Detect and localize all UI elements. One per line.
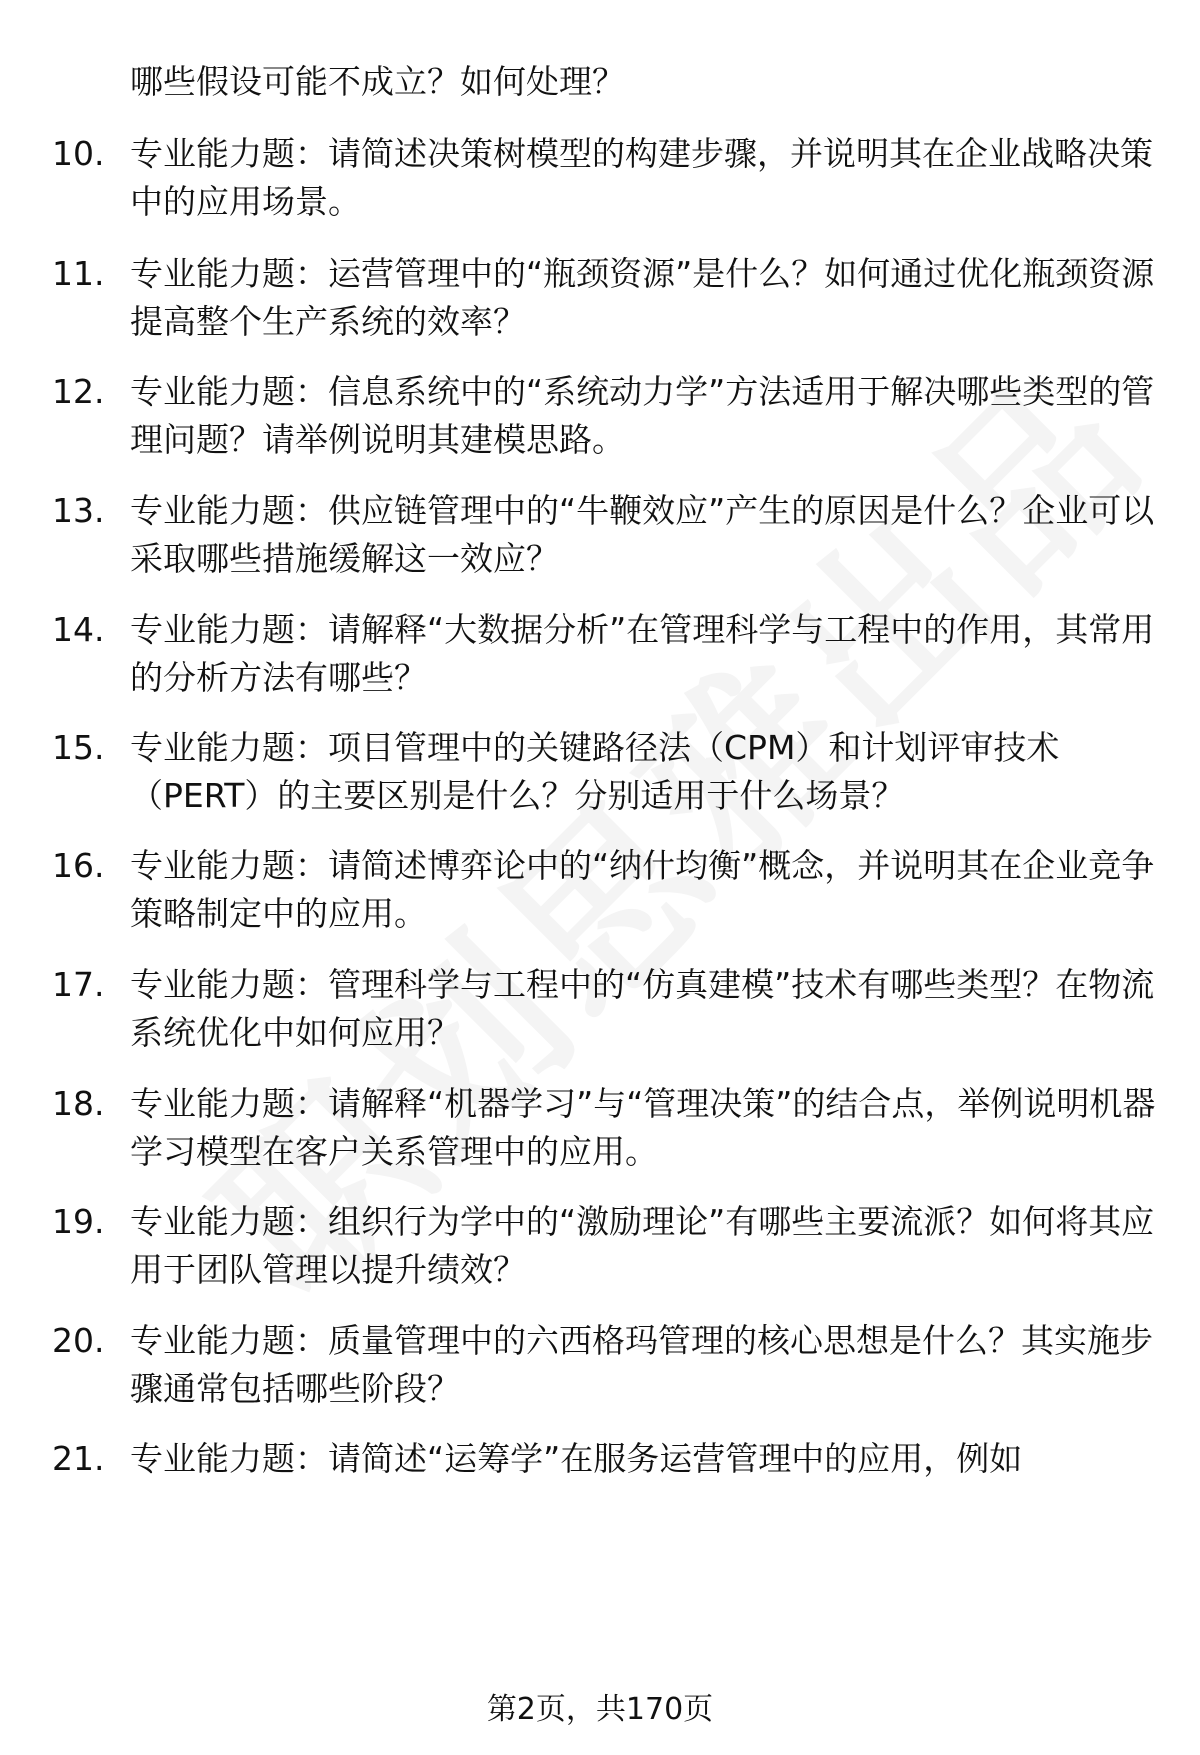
question-number: 11. xyxy=(52,254,105,293)
question-item xyxy=(52,368,1162,464)
question-text: 专业能力题：组织行为学中的“激励理论”有哪些主要流派？如何将其应用于团队管理以提升绩效？ xyxy=(130,1202,1155,1289)
question-item xyxy=(52,842,1162,938)
question-number: 13. xyxy=(52,491,105,530)
question-text: 专业能力题：信息系统中的“系统动力学”方法适用于解决哪些类型的管理问题？请举例说明其建模思路。 xyxy=(130,372,1155,459)
page-footer: 第2页，共170页 xyxy=(486,1692,714,1727)
question-number: 16. xyxy=(52,846,105,885)
question-number: 18. xyxy=(52,1084,105,1123)
question-number: 12. xyxy=(52,372,105,411)
question-text: 专业能力题：管理科学与工程中的“仿真建模”技术有哪些类型？在物流系统优化中如何应用？ xyxy=(130,965,1155,1052)
question-item xyxy=(52,487,1162,583)
question-number: 21. xyxy=(52,1439,105,1478)
question-text: 专业能力题：运营管理中的“瓶颈资源”是什么？如何通过优化瓶颈资源提高整个生产系统的效率？ xyxy=(130,254,1155,341)
question-text: 专业能力题：供应链管理中的“牛鞭效应”产生的原因是什么？企业可以采取哪些措施缓解这一效应？ xyxy=(130,491,1155,578)
question-number: 19. xyxy=(52,1202,105,1241)
question-text: 专业能力题：项目管理中的关键路径法（CPM）和计划评审技术（PERT）的主要区别是什么？分别适用于什么场景？ xyxy=(130,728,1060,815)
question-number: 14. xyxy=(52,610,105,649)
question-item xyxy=(52,724,1162,820)
question-item xyxy=(52,130,1162,226)
question-number: 15. xyxy=(52,728,105,767)
question-item xyxy=(52,1435,1162,1483)
question-text: 专业能力题：请简述决策树模型的构建步骤，并说明其在企业战略决策中的应用场景。 xyxy=(130,134,1153,221)
question-text: 专业能力题：质量管理中的六西格玛管理的核心思想是什么？其实施步骤通常包括哪些阶段？ xyxy=(130,1321,1153,1408)
question-text: 专业能力题：请简述博弈论中的“纳什均衡”概念，并说明其在企业竞争策略制定中的应用。 xyxy=(130,846,1155,933)
question-item xyxy=(52,1317,1162,1413)
question-item xyxy=(52,1198,1162,1294)
question-number: 17. xyxy=(52,965,105,1004)
question-text: 专业能力题：请简述“运筹学”在服务运营管理中的应用，例如 xyxy=(130,1439,1023,1478)
continued-question-text: 哪些假设可能不成立？如何处理？ xyxy=(130,62,625,101)
question-text: 专业能力题：请解释“机器学习”与“管理决策”的结合点，举例说明机器学习模型在客户关系管理中的应用。 xyxy=(130,1084,1156,1171)
question-item xyxy=(52,250,1162,346)
question-number: 20. xyxy=(52,1321,105,1360)
question-number: 10. xyxy=(52,134,105,173)
question-item xyxy=(52,961,1162,1057)
question-text: 专业能力题：请解释“大数据分析”在管理科学与工程中的作用，其常用的分析方法有哪些？ xyxy=(130,610,1155,697)
question-item xyxy=(52,1080,1162,1176)
question-item xyxy=(52,606,1162,702)
